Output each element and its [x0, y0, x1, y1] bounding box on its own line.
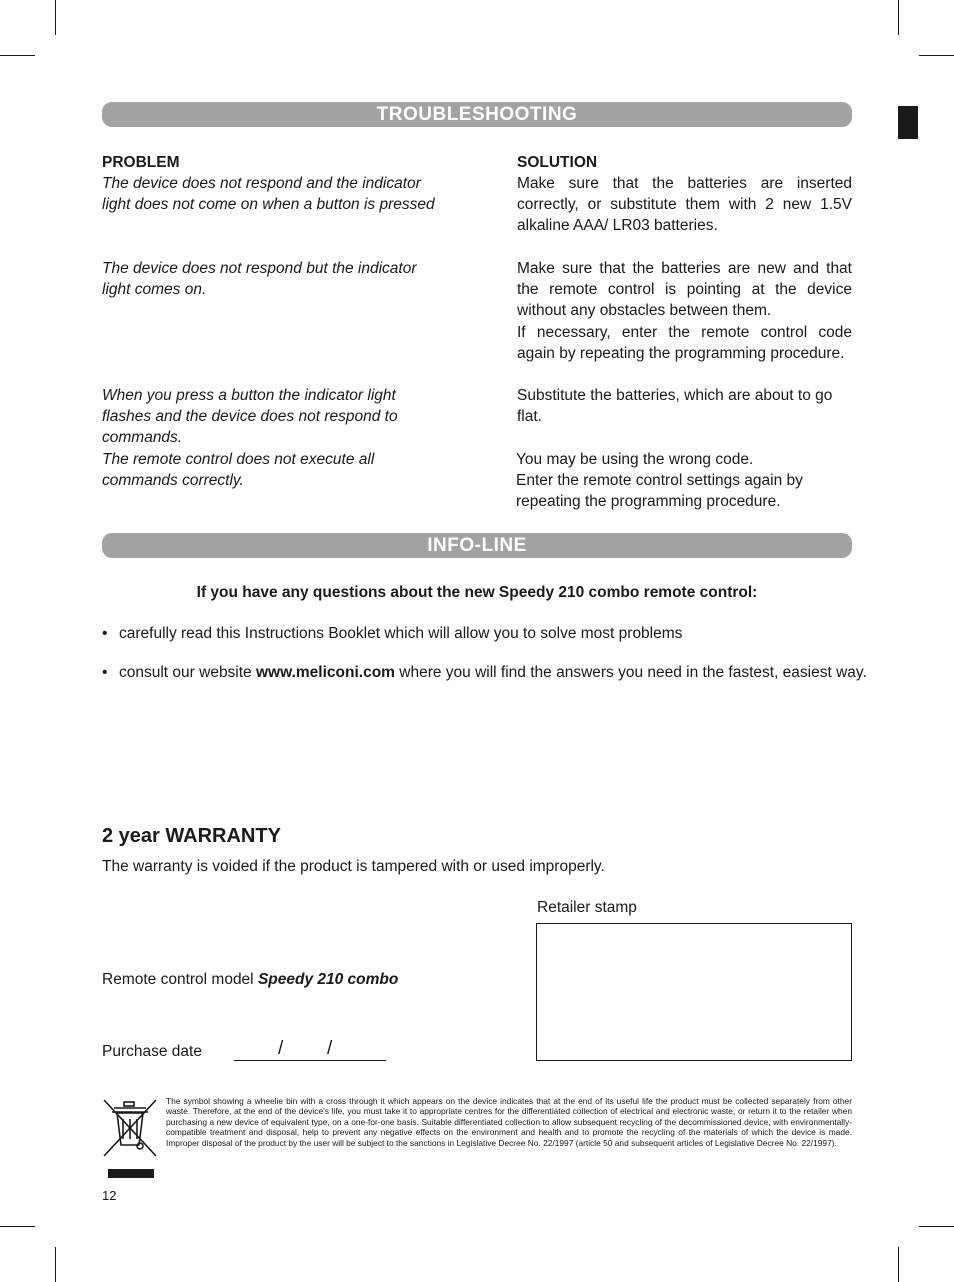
crop-mark	[919, 55, 954, 56]
page-edge-tab	[898, 106, 918, 139]
solution-text-extra: Enter the remote control settings again by repeating the programming procedure.	[516, 472, 803, 511]
crop-mark	[898, 1247, 899, 1282]
crop-mark	[0, 1226, 35, 1227]
info-line-heading: INFO-LINE	[102, 533, 852, 558]
info-line-bullet	[102, 662, 867, 683]
problem-label: PROBLEM	[102, 154, 180, 171]
bullet-text: where you will find the answers you need in the fastest, easiest way.	[394, 664, 867, 681]
crop-mark	[55, 0, 56, 35]
purchase-date-label: Purchase date	[102, 1043, 202, 1060]
info-line-bullet	[102, 623, 682, 644]
problem-text: When you press a button the indicator light flashes and the device does not respond to commands.	[102, 387, 398, 447]
problem-text: The remote control does not execute all commands correctly.	[102, 451, 375, 490]
weee-disposal-text: The symbol showing a wheelie bin with a cross through it which appears on the device indicates that at the end of its useful life the product must be collected separately from other waste. Therefore, at the end of the device's life, you must take it to appropriate centres for the differentiated collection of electrical and electronic waste, or return it to the retailer when purchasing a new device of equivalent type, on a one-for-one basis. Suitable differentiated collection to allow subsequent recycling of the decommissioned device, with environmentally-compatible treatment and disposal, help to prevent any negative effects on the environment and health and to promote the recycling of the materials of which the device is made. Improper disposal of the product by the user will be subject to the sanctions in Legislative Decree No. 22/1997 (article 50 and subsequent articles of Legislative Decree No. 22/1997).	[166, 1096, 852, 1148]
bullet-text: carefully read this Instructions Booklet which will allow you to solve most problems	[119, 625, 683, 642]
model-value: Speedy 210 combo	[257, 971, 399, 988]
solution-label: SOLUTION	[517, 154, 598, 171]
retailer-stamp-label: Retailer stamp	[537, 899, 637, 916]
page-number: 12	[102, 1188, 117, 1203]
solution-block	[516, 449, 852, 513]
purchase-date-line	[234, 1060, 386, 1061]
info-line-intro: If you have any questions about the new Speedy 210 combo remote control:	[196, 584, 758, 601]
solution-text: Substitute the batteries, which are about to go flat.	[517, 387, 833, 426]
solution-text: Make sure that the batteries are inserted correctly, or substitute them with 2 new 1.5V alkaline AAA/ LR03 batteries.	[517, 175, 852, 235]
date-separator: /	[278, 1038, 284, 1059]
crop-mark	[898, 0, 899, 35]
bullet-mark: •	[102, 625, 108, 642]
retailer-stamp-box	[536, 923, 852, 1061]
crop-mark	[0, 55, 35, 56]
bullet-text: consult our website	[119, 664, 256, 681]
troubleshooting-heading: TROUBLESHOOTING	[102, 102, 852, 127]
bullet-mark: •	[102, 664, 108, 681]
crop-mark	[55, 1247, 56, 1282]
solution-text: Make sure that the batteries are new and that the remote control is pointing at the device without any obstacles between them.	[517, 260, 852, 320]
warranty-title: 2 year WARRANTY	[102, 825, 281, 847]
crossed-wheelie-bin-icon	[102, 1098, 158, 1180]
solution-text-extra: If necessary, enter the remote control code again by repeating the programming procedure.	[517, 323, 852, 362]
solution-block	[517, 258, 852, 364]
website-link[interactable]: www.meliconi.com	[256, 664, 395, 681]
date-separator: /	[327, 1038, 333, 1059]
warranty-note: The warranty is voided if the product is tampered with or used improperly.	[102, 858, 605, 875]
model-label: Remote control model	[102, 971, 258, 988]
solution-text: You may be using the wrong code.	[516, 451, 754, 468]
model-line	[102, 969, 398, 990]
problem-text: The device does not respond and the indicator light does not come on when a button is pressed	[102, 175, 435, 214]
crop-mark	[919, 1226, 954, 1227]
problem-text: The device does not respond but the indicator light comes on.	[102, 260, 417, 299]
